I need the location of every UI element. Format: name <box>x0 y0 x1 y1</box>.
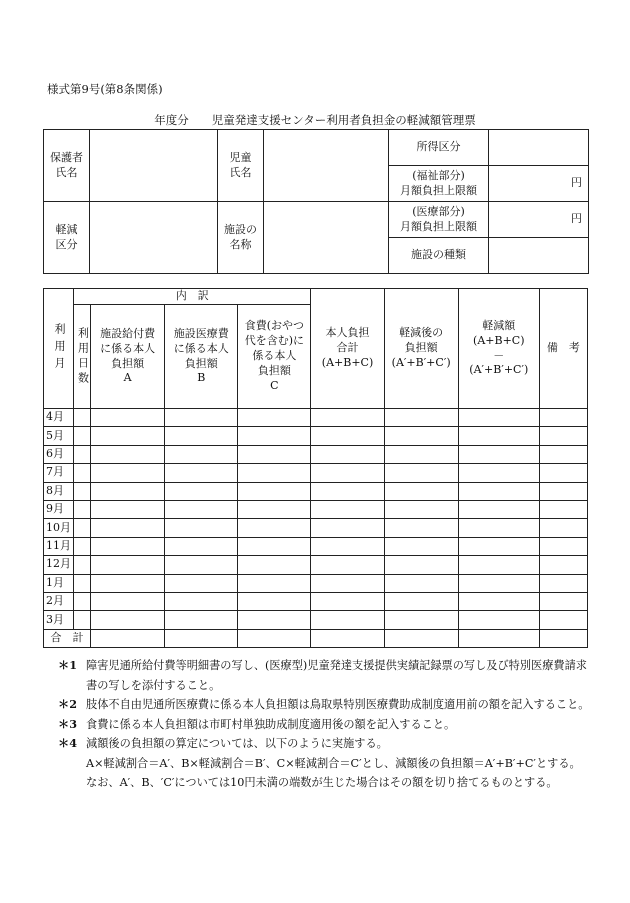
entry-cell[interactable] <box>458 500 539 518</box>
entry-cell[interactable] <box>165 611 238 629</box>
month-row <box>44 482 588 500</box>
entry-cell[interactable] <box>458 592 539 610</box>
notes-section <box>58 656 598 793</box>
facility-name-field[interactable] <box>264 202 389 274</box>
note-2: ＊2 肢体不自由児通所医療費に係る本人負担額は鳥取県特別医療費助成制度適用前の額を記入すること。 <box>58 697 590 711</box>
note-4: ＊4 減額後の負担額の算定については、以下のように実施する。 <box>58 736 388 750</box>
entry-cell[interactable] <box>238 519 311 537</box>
entry-cell[interactable] <box>384 445 458 463</box>
entry-cell[interactable] <box>165 500 238 518</box>
entry-cell[interactable] <box>91 537 165 555</box>
facility-type-label: 施設の種類 <box>389 238 489 274</box>
entry-cell[interactable] <box>238 445 311 463</box>
entry-cell[interactable] <box>539 574 587 592</box>
note-3: ＊3 食費に係る本人負担額は市町村単独助成制度適用後の額を記入すること。 <box>58 716 456 731</box>
month-row <box>44 500 588 518</box>
entry-cell[interactable] <box>238 409 311 427</box>
month-label: 5月 <box>44 427 74 445</box>
after-reduction-header: 軽減後の 負担額 (A′+B′+C′) <box>384 289 458 409</box>
entry-cell[interactable] <box>165 537 238 555</box>
entry-cell[interactable] <box>238 556 311 574</box>
entry-cell[interactable] <box>91 556 165 574</box>
entry-cell[interactable] <box>311 445 384 463</box>
child-name-field[interactable] <box>264 130 389 202</box>
entry-cell[interactable] <box>384 592 458 610</box>
entry-cell[interactable] <box>74 611 91 629</box>
entry-cell[interactable] <box>91 427 165 445</box>
facility-name-label: 施設の 名称 <box>218 202 264 274</box>
entry-cell[interactable] <box>311 519 384 537</box>
entry-cell[interactable] <box>238 611 311 629</box>
entry-cell[interactable] <box>311 409 384 427</box>
entry-cell[interactable] <box>384 556 458 574</box>
income-category-label: 所得区分 <box>389 130 489 166</box>
entry-cell[interactable] <box>458 519 539 537</box>
entry-cell[interactable] <box>238 592 311 610</box>
entry-cell[interactable] <box>238 537 311 555</box>
entry-cell[interactable] <box>458 464 539 482</box>
month-label: 10月 <box>44 519 74 537</box>
total-cell[interactable] <box>91 629 165 647</box>
entry-cell[interactable] <box>458 409 539 427</box>
remarks-header: 備 考 <box>539 289 587 409</box>
entry-cell[interactable] <box>238 574 311 592</box>
entry-cell[interactable] <box>165 409 238 427</box>
yen-unit: 円 <box>571 212 582 226</box>
note-4-rounding: なお、A′、B、′C′については10円未満の端数が生じた場合はその額を切り捨てるものとする。 <box>86 776 558 789</box>
entry-cell[interactable] <box>311 464 384 482</box>
header-info-table <box>43 129 589 274</box>
total-row-label: 合 計 <box>44 629 91 647</box>
month-label: 8月 <box>44 482 74 500</box>
entry-cell[interactable] <box>311 556 384 574</box>
entry-cell[interactable] <box>311 537 384 555</box>
document-title: 年度分 児童発達支援センター利用者負担金の軽減額管理票 <box>154 113 476 127</box>
breakdown-header: 内 訳 <box>74 289 311 305</box>
month-row <box>44 592 588 610</box>
entry-cell[interactable] <box>238 427 311 445</box>
entry-cell[interactable] <box>458 445 539 463</box>
total-cell[interactable] <box>165 629 238 647</box>
entry-cell[interactable] <box>74 556 91 574</box>
entry-cell[interactable] <box>165 556 238 574</box>
col-c-header: 食費(おやつ 代を含む)に 係る本人 負担額 C <box>238 305 311 409</box>
entry-cell[interactable] <box>384 519 458 537</box>
total-cell[interactable] <box>311 629 384 647</box>
entry-cell[interactable] <box>539 409 587 427</box>
facility-type-field[interactable] <box>489 238 589 274</box>
month-row <box>44 427 588 445</box>
entry-cell[interactable] <box>539 556 587 574</box>
reduction-category-label: 軽減 区分 <box>44 202 90 274</box>
entry-cell[interactable] <box>539 427 587 445</box>
entry-cell[interactable] <box>539 445 587 463</box>
entry-cell[interactable] <box>91 592 165 610</box>
guardian-name-field[interactable] <box>90 130 218 202</box>
entry-cell[interactable] <box>74 592 91 610</box>
entry-cell[interactable] <box>539 519 587 537</box>
entry-cell[interactable] <box>74 464 91 482</box>
form-number: 様式第9号(第8条関係) <box>47 82 163 96</box>
entry-cell[interactable] <box>165 482 238 500</box>
month-label: 3月 <box>44 611 74 629</box>
entry-cell[interactable] <box>238 482 311 500</box>
month-row <box>44 409 588 427</box>
entry-cell[interactable] <box>74 500 91 518</box>
month-label: 11月 <box>44 537 74 555</box>
income-category-field[interactable] <box>489 130 589 166</box>
use-month-header: 利用月 <box>44 289 74 409</box>
month-label: 6月 <box>44 445 74 463</box>
total-cell[interactable] <box>384 629 458 647</box>
month-row <box>44 519 588 537</box>
medical-limit-label: (医療部分) 月額負担上限額 <box>389 202 489 238</box>
entry-cell[interactable] <box>311 500 384 518</box>
reduction-category-field[interactable] <box>90 202 218 274</box>
month-label: 12月 <box>44 556 74 574</box>
entry-cell[interactable] <box>74 427 91 445</box>
child-name-label: 児童 氏名 <box>218 130 264 202</box>
month-label: 2月 <box>44 592 74 610</box>
entry-cell[interactable] <box>74 445 91 463</box>
entry-cell[interactable] <box>539 464 587 482</box>
entry-cell[interactable] <box>91 445 165 463</box>
month-row <box>44 574 588 592</box>
entry-cell[interactable] <box>539 482 587 500</box>
entry-cell[interactable] <box>458 556 539 574</box>
total-cell[interactable] <box>539 629 587 647</box>
entry-cell[interactable] <box>74 482 91 500</box>
entry-cell[interactable] <box>539 592 587 610</box>
entry-cell[interactable] <box>458 537 539 555</box>
entry-cell[interactable] <box>91 482 165 500</box>
month-label: 1月 <box>44 574 74 592</box>
entry-cell[interactable] <box>539 537 587 555</box>
entry-cell[interactable] <box>458 611 539 629</box>
entry-cell[interactable] <box>384 574 458 592</box>
note-1: ＊1 障害児通所給付費等明細書の写し、(医療型)児童発達支援提供実績記録票の写し及び特別医療費請求書の写しを添付すること。 <box>58 658 587 692</box>
entry-cell[interactable] <box>165 519 238 537</box>
welfare-limit-field[interactable] <box>489 166 589 202</box>
monthly-reduction-table <box>43 288 588 648</box>
entry-cell[interactable] <box>74 537 91 555</box>
welfare-limit-label: (福祉部分) 月額負担上限額 <box>389 166 489 202</box>
reduction-amount-header: 軽減額 (A+B+C) － (A′+B′+C′) <box>458 289 539 409</box>
entry-cell[interactable] <box>91 574 165 592</box>
entry-cell[interactable] <box>165 464 238 482</box>
guardian-name-label: 保護者 氏名 <box>44 130 90 202</box>
entry-cell[interactable] <box>384 409 458 427</box>
yen-unit: 円 <box>571 176 582 190</box>
month-row <box>44 445 588 463</box>
medical-limit-field[interactable] <box>489 202 589 238</box>
entry-cell[interactable] <box>384 464 458 482</box>
total-cell[interactable] <box>458 629 539 647</box>
entry-cell[interactable] <box>165 445 238 463</box>
entry-cell[interactable] <box>91 409 165 427</box>
entry-cell[interactable] <box>91 500 165 518</box>
entry-cell[interactable] <box>311 482 384 500</box>
entry-cell[interactable] <box>165 574 238 592</box>
col-a-header: 施設給付費 に係る本人 負担額 A <box>91 305 165 409</box>
entry-cell[interactable] <box>91 464 165 482</box>
entry-cell[interactable] <box>311 427 384 445</box>
entry-cell[interactable] <box>458 574 539 592</box>
entry-cell[interactable] <box>384 500 458 518</box>
entry-cell[interactable] <box>74 409 91 427</box>
entry-cell[interactable] <box>91 611 165 629</box>
entry-cell[interactable] <box>311 611 384 629</box>
month-row <box>44 556 588 574</box>
entry-cell[interactable] <box>384 611 458 629</box>
entry-cell[interactable] <box>311 574 384 592</box>
entry-cell[interactable] <box>458 427 539 445</box>
col-b-header: 施設医療費 に係る本人 負担額 B <box>165 305 238 409</box>
total-burden-header: 本人負担 合計 (A+B+C) <box>311 289 384 409</box>
entry-cell[interactable] <box>458 482 539 500</box>
note-4-formula: A×軽減割合＝A′、B×軽減割合＝B′、C×軽減割合＝C′とし、減額後の負担額＝A′+B′+C′とする。 <box>86 756 581 770</box>
entry-cell[interactable] <box>91 519 165 537</box>
entry-cell[interactable] <box>384 427 458 445</box>
month-row <box>44 464 588 482</box>
entry-cell[interactable] <box>384 482 458 500</box>
month-row <box>44 611 588 629</box>
month-label: 7月 <box>44 464 74 482</box>
use-days-header: 利用日数 <box>74 305 91 409</box>
entry-cell[interactable] <box>238 500 311 518</box>
entry-cell[interactable] <box>74 519 91 537</box>
entry-cell[interactable] <box>74 574 91 592</box>
entry-cell[interactable] <box>539 611 587 629</box>
entry-cell[interactable] <box>238 464 311 482</box>
month-label: 9月 <box>44 500 74 518</box>
entry-cell[interactable] <box>165 427 238 445</box>
entry-cell[interactable] <box>384 537 458 555</box>
entry-cell[interactable] <box>539 500 587 518</box>
total-cell[interactable] <box>238 629 311 647</box>
month-label: 4月 <box>44 409 74 427</box>
entry-cell[interactable] <box>311 592 384 610</box>
month-row <box>44 537 588 555</box>
entry-cell[interactable] <box>165 592 238 610</box>
